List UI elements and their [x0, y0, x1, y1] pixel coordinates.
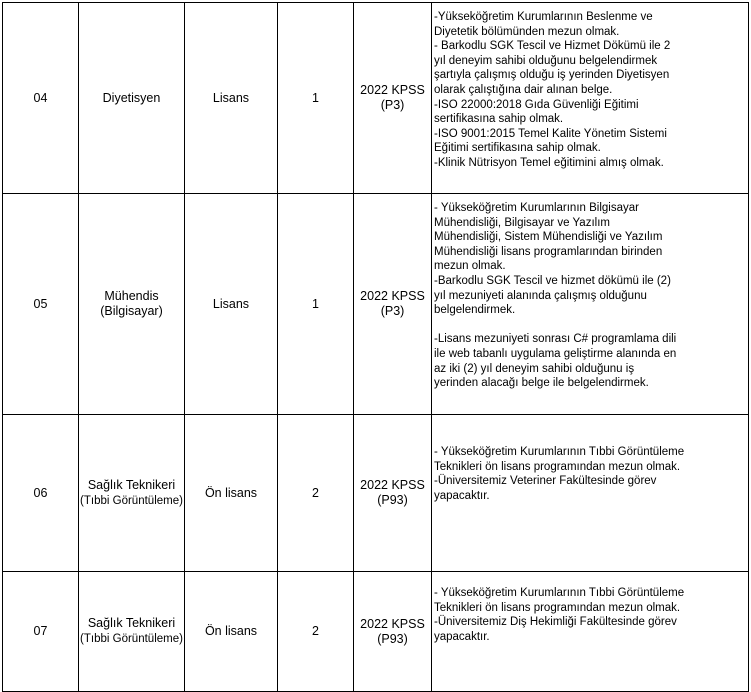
requirements-cell: [432, 572, 749, 692]
requirement-spacer: [434, 318, 746, 333]
requirement-line: sertifikasına sahip olmak.: [434, 113, 564, 126]
table-row: [3, 3, 749, 194]
table-row: [3, 415, 749, 572]
requirement-line: Mühendisliği, Bilgisayar ve Yazılım: [434, 216, 610, 229]
requirement-line: - Yükseköğretim Kurumlarının Tıbbi Görüntüleme: [434, 446, 685, 458]
position-count: 2: [278, 572, 354, 692]
requirement-line: -Lisans mezuniyeti sonrası C# programlama dili: [434, 333, 677, 346]
position-number: 06: [3, 415, 79, 572]
requirement-line: Diyetetik bölümünden mezun olmak.: [434, 25, 620, 38]
requirement-line: -Barkodlu SGK Tescil ve hizmet dökümü ile (2): [434, 274, 671, 287]
requirement-line: Eğitimi sertifikasına sahip olmak.: [434, 142, 601, 155]
position-title-sub: (Tıbbi Görüntüleme): [80, 494, 183, 507]
kpss-year: 2022 KPSS: [360, 289, 425, 303]
position-count: 1: [278, 3, 354, 194]
position-title-main: Sağlık Teknikeri: [87, 477, 176, 492]
kpss-score-type: (P93): [377, 493, 408, 507]
requirement-line: -Üniversitemiz Veteriner Fakültesinde görev: [434, 475, 657, 488]
requirement-line: - Yükseköğretim Kurumlarının Bilgisayar: [434, 202, 639, 214]
table-row: [3, 572, 749, 692]
requirement-line: yıl deneyim sahibi olduğunu belgelendirmek: [434, 54, 658, 67]
kpss-score-type: (P3): [380, 304, 405, 318]
requirement-line: Teknikleri ön lisans programından mezun olmak.: [434, 460, 681, 473]
position-number: 04: [3, 3, 79, 194]
position-count: 1: [278, 194, 354, 415]
position-number: 05: [3, 194, 79, 415]
education-level: Lisans: [185, 194, 278, 415]
kpss-score: [354, 194, 432, 415]
requirement-line: -Klinik Nütrisyon Temel eğitimini almış olmak.: [434, 156, 664, 169]
requirement-line: yerinden alacağı belge ile belgelendirmek.: [434, 377, 649, 390]
requirement-line: Mühendisliği lisans programlarından birinden: [434, 245, 663, 258]
requirement-line: mezun olmak.: [434, 260, 506, 273]
requirement-line: ile web tabanlı uygulama geliştirme alanında en: [434, 347, 677, 360]
kpss-year: 2022 KPSS: [360, 616, 425, 631]
requirement-line: -ISO 22000:2018 Gıda Güvenliği Eğitimi: [434, 98, 639, 111]
education-level: Ön lisans: [185, 572, 278, 692]
position-title-main: Sağlık Teknikeri: [87, 616, 176, 630]
kpss-score: [354, 415, 432, 572]
kpss-score-type: (P3): [380, 98, 405, 112]
position-title-main: Mühendis: [104, 289, 159, 303]
education-level: Lisans: [185, 3, 278, 194]
table-row: [3, 194, 749, 415]
kpss-score: [354, 572, 432, 692]
position-title: [79, 3, 185, 194]
requirements-cell: [432, 3, 749, 194]
requirement-line: -Yükseköğretim Kurumlarının Beslenme ve: [434, 11, 653, 23]
position-title: [79, 194, 185, 415]
requirement-line: Teknikleri ön lisans programından mezun olmak.: [434, 601, 681, 614]
requirement-line: olarak çalıştığına dair alınan belge.: [434, 83, 613, 96]
requirement-line: yapacaktır.: [434, 489, 490, 502]
kpss-year: 2022 KPSS: [360, 478, 425, 492]
position-title: [79, 572, 185, 692]
kpss-year: 2022 KPSS: [360, 83, 425, 97]
requirement-line: az iki (2) yıl deneyim sahibi olduğunu iş: [434, 362, 635, 375]
position-title: [79, 415, 185, 572]
requirement-line: yıl mezuniyeti alanında çalışmış olduğunu: [434, 289, 647, 302]
education-level: Ön lisans: [185, 415, 278, 572]
requirement-line: Mühendisliği, Sistem Mühendisliği ve Yazılım: [434, 231, 663, 244]
requirement-line: şartıyla çalışmış olduğu iş yerinden Diyetisyen: [434, 69, 670, 82]
requirement-line: -ISO 9001:2015 Temel Kalite Yönetim Sistemi: [434, 127, 667, 140]
position-title-main: Diyetisyen: [102, 90, 161, 105]
positions-table: [2, 2, 749, 692]
requirement-line: yapacaktır.: [434, 630, 490, 643]
position-title-sub: (Bilgisayar): [100, 304, 163, 318]
kpss-score-type: (P93): [377, 631, 408, 646]
requirement-line: belgelendirmek.: [434, 304, 516, 317]
requirements-cell: [432, 415, 749, 572]
kpss-score: [354, 3, 432, 194]
requirement-line: - Yükseköğretim Kurumlarının Tıbbi Görüntüleme: [434, 587, 685, 599]
requirement-line: -Üniversitemiz Diş Hekimliği Fakültesinde görev: [434, 616, 677, 629]
position-count: 2: [278, 415, 354, 572]
position-title-sub: (Tıbbi Görüntüleme): [80, 633, 183, 645]
requirement-line: - Barkodlu SGK Tescil ve Hizmet Dökümü ile 2: [434, 40, 671, 53]
requirements-cell: [432, 194, 749, 415]
position-number: 07: [3, 572, 79, 692]
